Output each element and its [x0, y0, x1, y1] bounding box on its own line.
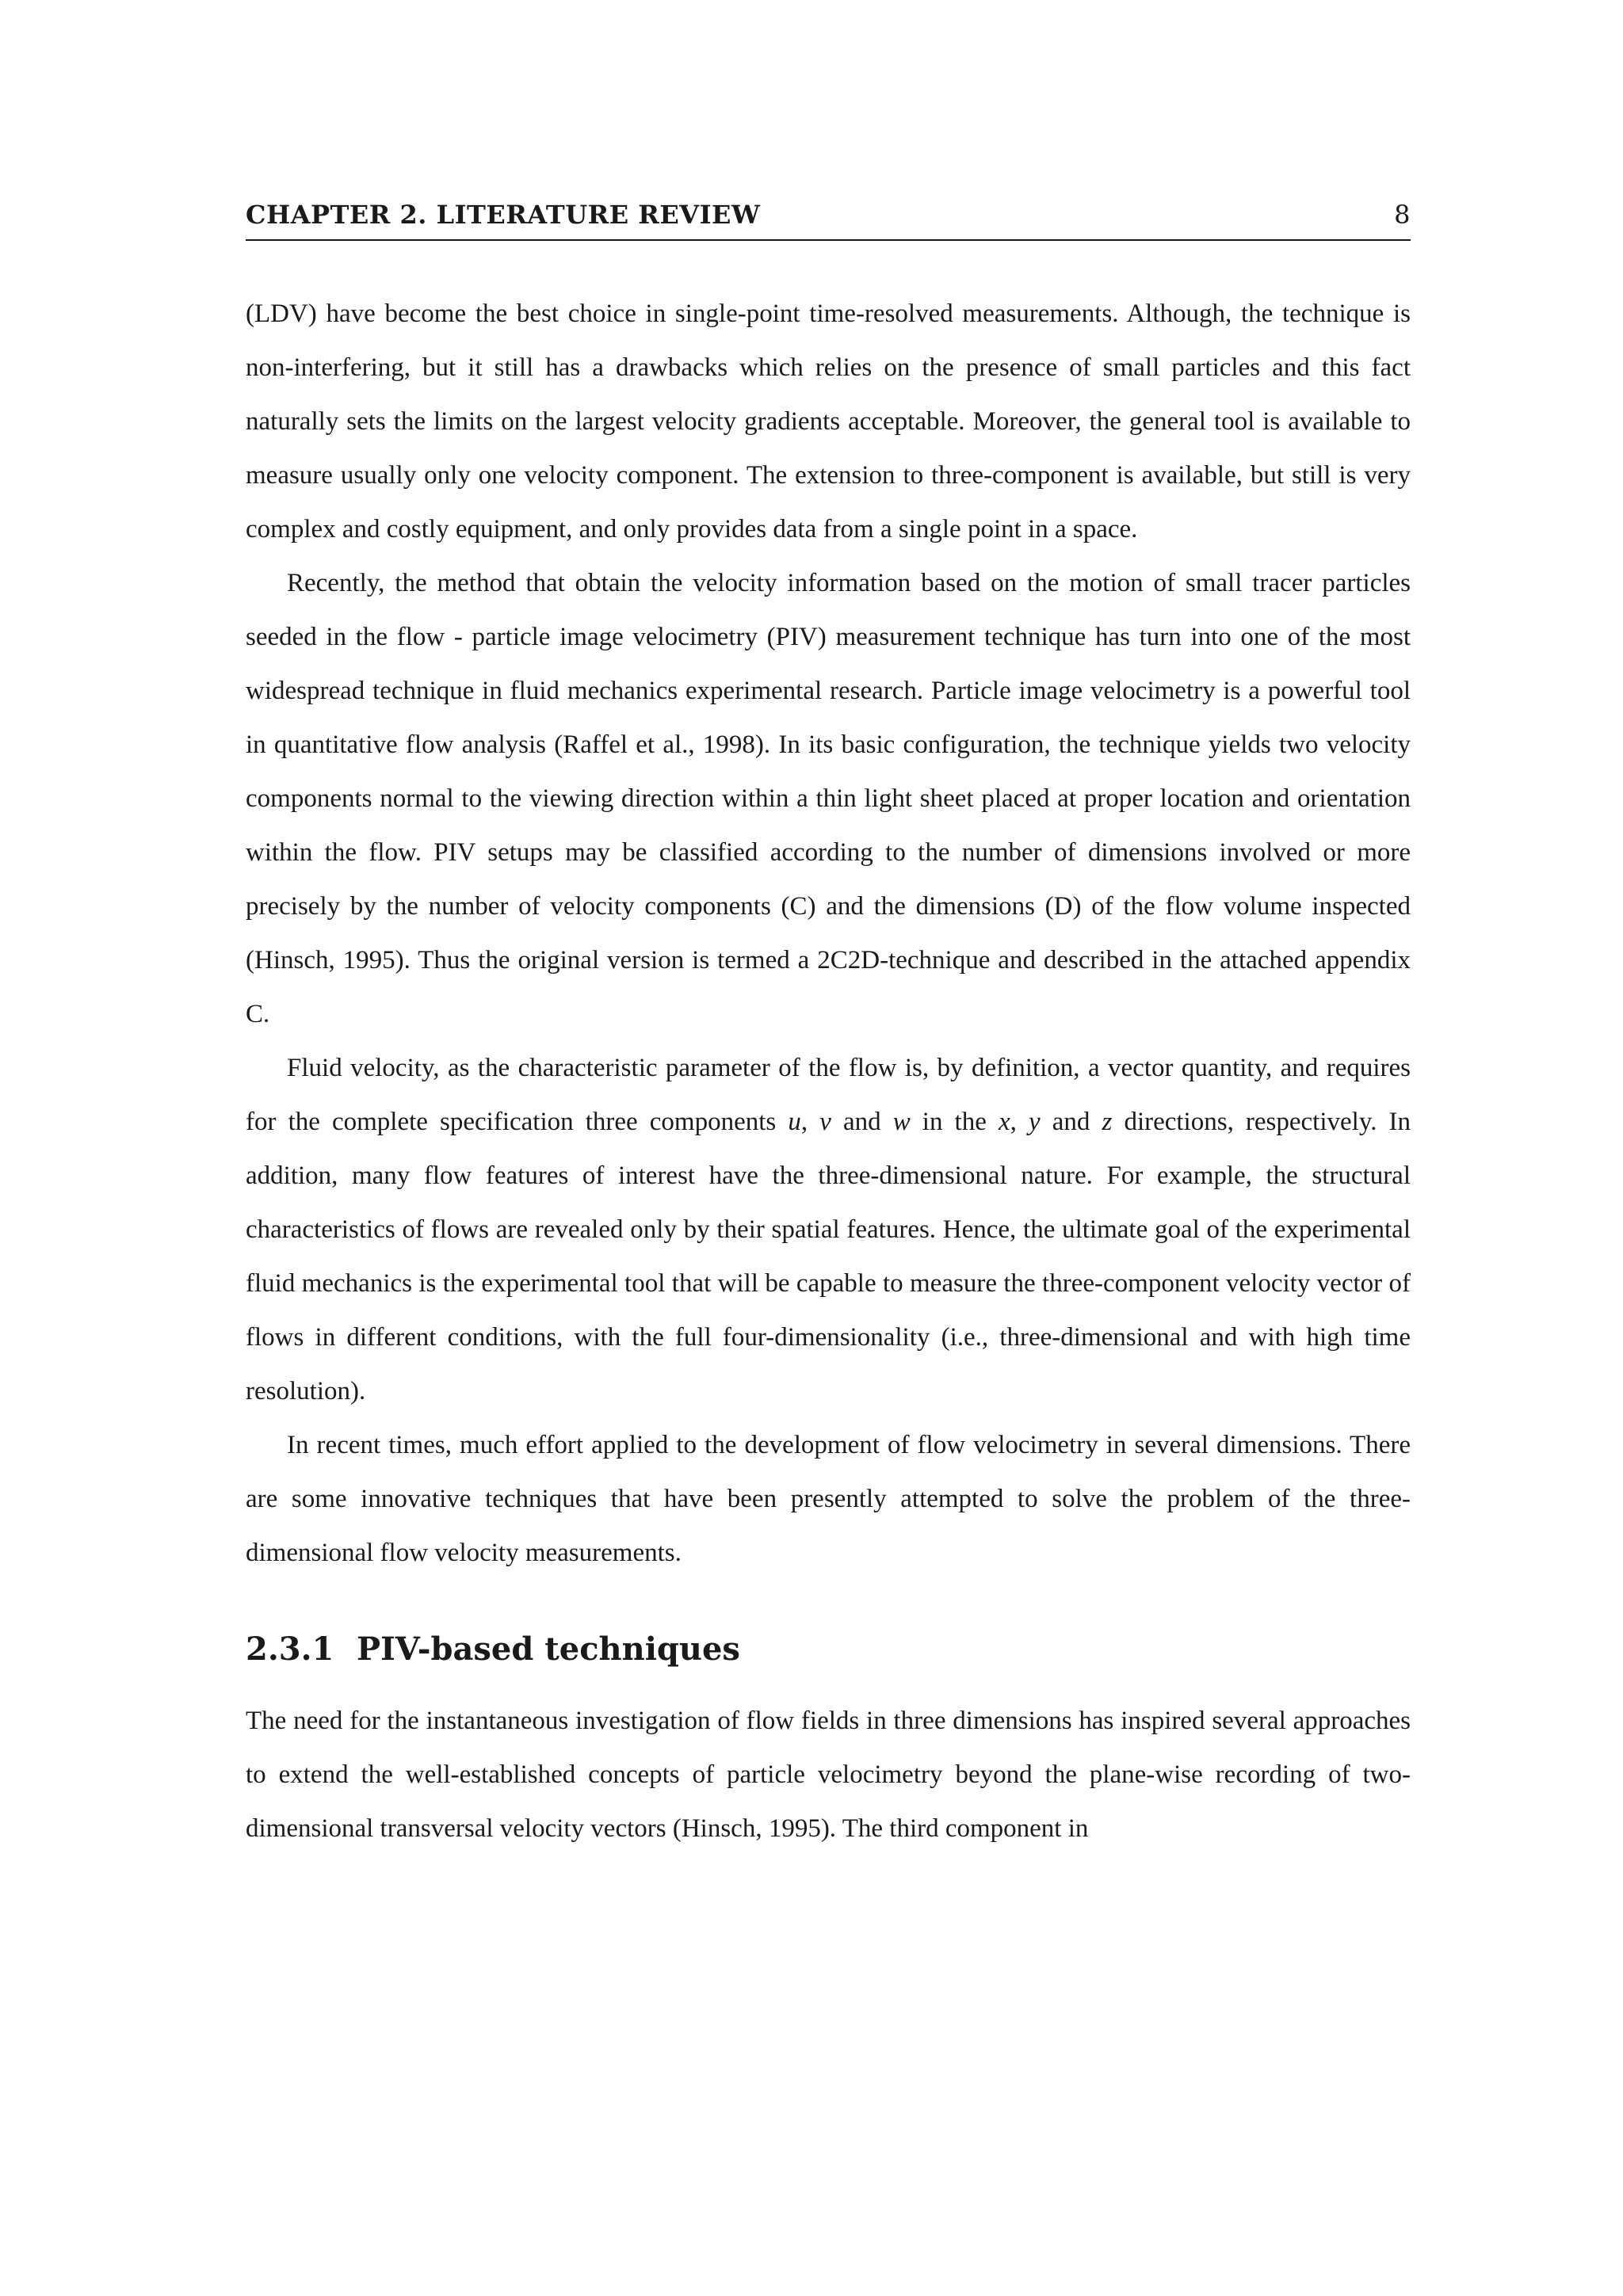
- paragraph-2: Recently, the method that obtain the velocity information based on the motion of small tracer particles seeded in the flow - particle image velocimetry (PIV) measurement technique has turn into one of the most widespread technique in fluid mechanics experimental research. Particle image velocimetry is a powerful tool in quantitative flow analysis (Raffel et al., 1998). In its basic configuration, the technique yields two velocity components normal to the viewing direction within a thin light sheet placed at proper location and orientation within the flow. PIV setups may be classified according to the number of dimensions involved or more precisely by the number of velocity components (C) and the dimensions (D) of the flow volume inspected (Hinsch, 1995). Thus the original version is termed a 2C2D-technique and described in the attached appendix C.: [246, 569, 1411, 1028]
- chapter-title: CHAPTER 2. LITERATURE REVIEW: [246, 200, 761, 230]
- paragraph-3-text-b: directions, respectively. In addition, many flow features of interest have the three-dimensional nature. For example, the structural characteristics of flows are revealed only by their spatial features. Hence, the ultimate goal of the experimental fluid mechanics is the experimental tool that will be capable to measure the three-component velocity vector of flows in different conditions, with the full four-dimensionality (i.e., three-dimensional and with high time resolution).: [246, 1108, 1411, 1405]
- paragraph-4: In recent times, much effort applied to the development of flow velocimetry in several dimensions. There are some innovative techniques that have been presently attempted to solve the problem of the three-dimensional flow velocity measurements.: [246, 1431, 1411, 1567]
- paragraph-3-and-1: and: [831, 1108, 893, 1136]
- paragraph-3-text-a: Fluid velocity, as the characteristic parameter of the flow is, by definition, a vector quantity, and requires for the complete specification three components: [246, 1054, 1411, 1136]
- section-title: PIV-based techniques: [357, 1630, 740, 1668]
- running-header: [246, 200, 1411, 241]
- var-z: z: [1102, 1108, 1113, 1136]
- paragraph-3: [246, 1041, 1411, 1418]
- var-v: v: [819, 1108, 831, 1136]
- paragraph-1: (LDV) have become the best choice in single-point time-resolved measurements. Although, the technique is non-interfering, but it still has a drawbacks which relies on the presence of small particles and this fact naturally sets the limits on the largest velocity gradients acceptable. Moreover, the general tool is available to measure usually only one velocity component. The extension to three-component is available, but still is very complex and costly equipment, and only provides data from a single point in a space.: [246, 299, 1411, 543]
- section-number: 2.3.1: [246, 1630, 334, 1668]
- var-x: x: [998, 1108, 1010, 1136]
- var-y: y: [1029, 1108, 1041, 1136]
- paragraph-3-sep-2: ,: [1010, 1108, 1029, 1136]
- paragraph-5: The need for the instantaneous investigation of flow fields in three dimensions has inspired several approaches to extend the well-established concepts of particle velocimetry beyond the plane-wise recording of two-dimensional transversal velocity vectors (Hinsch, 1995). The third component in: [246, 1707, 1411, 1843]
- paragraph-3-sep-1: ,: [800, 1108, 820, 1136]
- page-number: 8: [1394, 200, 1411, 230]
- body-text: [246, 287, 1411, 1855]
- paragraph-3-and-2: and: [1040, 1108, 1102, 1136]
- var-u: u: [788, 1108, 801, 1136]
- section-heading: [246, 1627, 1411, 1672]
- paragraph-3-in-the: in the: [910, 1108, 999, 1136]
- var-w: w: [892, 1108, 911, 1136]
